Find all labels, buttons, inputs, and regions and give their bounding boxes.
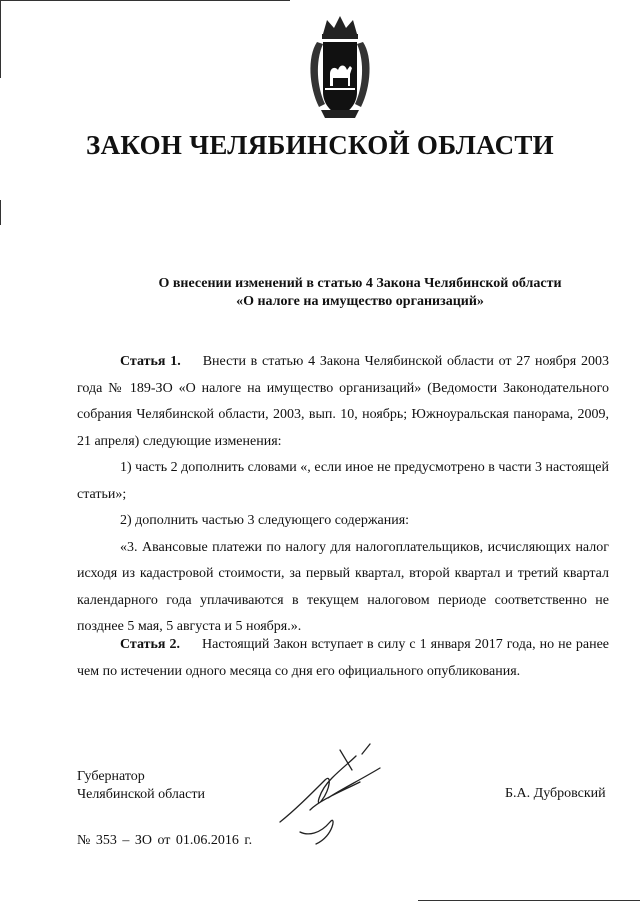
signatory-title-line-2: Челябинской области [77, 787, 205, 802]
article-2-paragraph [77, 632, 609, 685]
article-1 [77, 349, 609, 641]
article-1-item-2: 2) дополнить частью 3 следующего содержания: [120, 513, 410, 528]
signatory-name: Б.А. Дубровский [505, 786, 606, 801]
signatory-title-line-1: Губернатор [77, 769, 145, 784]
scan-edge-left-2 [0, 200, 1, 225]
law-number: № 353 – ЗО от 01.06.2016 г. [77, 833, 253, 848]
article-1-item-1: 1) часть 2 дополнить словами «, если иное не предусмотрено в части 3 настоящей статьи»; [77, 460, 609, 502]
signatory-title [77, 768, 205, 804]
document-title: ЗАКОН ЧЕЛЯБИНСКОЙ ОБЛАСТИ [86, 130, 554, 160]
scan-edge-top [0, 0, 290, 1]
article-2 [77, 632, 609, 685]
article-1-intro-text: Внести в статью 4 Закона Челябинской области от 27 ноября 2003 года № 189-ЗО «О налоге на имущество организаций» (Ведомости Законодательного собрания Челябинской области, 2003, вып. 10, ноябрь; Южноуральская панорама, 2009, 21 апреля) следующие изменения: [77, 354, 609, 449]
scan-edge-bottom [418, 900, 640, 901]
article-2-heading: Статья 2. [120, 637, 180, 652]
subtitle-line-1: О внесении изменений в статью 4 Закона Челябинской области [158, 276, 562, 291]
document-subtitle [0, 275, 640, 311]
article-1-quote: «3. Авансовые платежи по налогу для налогоплательщиков, исчисляющих налог исходя из кадастровой стоимости, за первый квартал, второй квартал и третий квартал календарного года уплачиваются в текущем налоговом периоде соответственно не позднее 5 мая, 5 августа и 5 ноября.». [77, 539, 609, 634]
article-1-intro [77, 349, 609, 455]
article-2-text: Настоящий Закон вступает в силу с 1 января 2017 года, но не ранее чем по истечении одного месяца со дня его официального опубликования. [77, 637, 609, 679]
handwritten-signature [270, 740, 390, 850]
subtitle-line-2: «О налоге на имущество организаций» [236, 294, 484, 309]
scan-edge-left [0, 0, 1, 78]
coat-of-arms-emblem [297, 12, 383, 122]
article-1-heading: Статья 1. [120, 354, 181, 369]
